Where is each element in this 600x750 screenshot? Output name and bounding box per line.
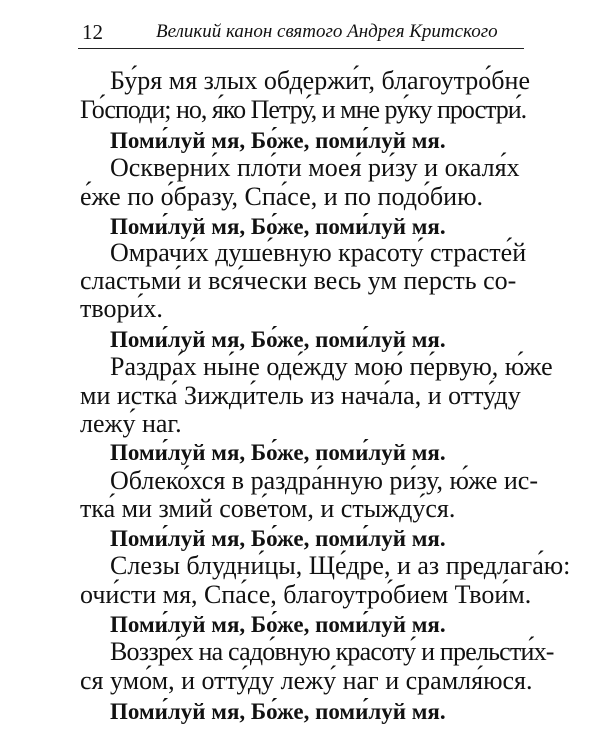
running-title: Великий канон святого Андрея Критского [156,21,498,42]
refrain-line: Поми́луй мя, Бо́же, поми́луй мя. [110,612,446,637]
verse-line: Го́споди; но, я́ко Петру́, и мне ру́ку простри́. [80,95,527,124]
refrain-line: Поми́луй мя, Бо́же, поми́луй мя. [110,327,446,352]
page-header [78,14,524,49]
refrain-line: Поми́луй мя, Бо́же, поми́луй мя. [110,440,446,465]
verse-line: Раздра́х ны́не оде́жду мою́ пе́рвую, ю́же [110,352,553,381]
page-number: 12 [82,20,103,44]
verse-line: Бу́ря мя злых обдержи́т, благоутро́бне [110,66,530,95]
verse-line: сластьми́ и вся́чески весь ум персть со- [80,266,517,295]
verse-line: Слезы блудни́цы, Ще́дре, и аз предлага́ю: [110,551,571,580]
refrain-line: Поми́луй мя, Бо́же, поми́луй мя. [110,526,446,551]
verse-line: Облеко́хся в раздра́нную ри́зу, ю́же ис- [110,466,539,495]
refrain-line: Поми́луй мя, Бо́же, поми́луй мя. [110,214,446,239]
verse-line: ся умо́м, и отту́ду лежу́ наг и срамля́юся. [80,666,533,695]
verse-line: тка́ ми змий сове́том, и стыжду́ся. [80,494,456,523]
verse-line: Омрачи́х душе́вную красоту́ страсте́й [110,238,527,267]
verse-line: очи́сти мя, Спа́се, благоутро́бием Твои́м. [80,580,532,609]
verse-line: твори́х. [80,294,163,323]
refrain-line: Поми́луй мя, Бо́же, поми́луй мя. [110,128,446,153]
verse-line: ми истка́ Зижди́тель из нача́ла, и отту́ду [80,381,521,410]
refrain-line: Поми́луй мя, Бо́же, поми́луй мя. [110,699,446,724]
verse-line: лежу́ наг. [80,409,182,438]
verse-line: е́же по о́бразу, Спа́се, и по подо́бию. [80,182,483,211]
verse-line: Воззре́х на садо́вную красоту́ и прельсти́х- [110,637,554,666]
verse-line: Оскверни́х пло́ти моея́ ри́зу и окаля́х [110,153,520,182]
